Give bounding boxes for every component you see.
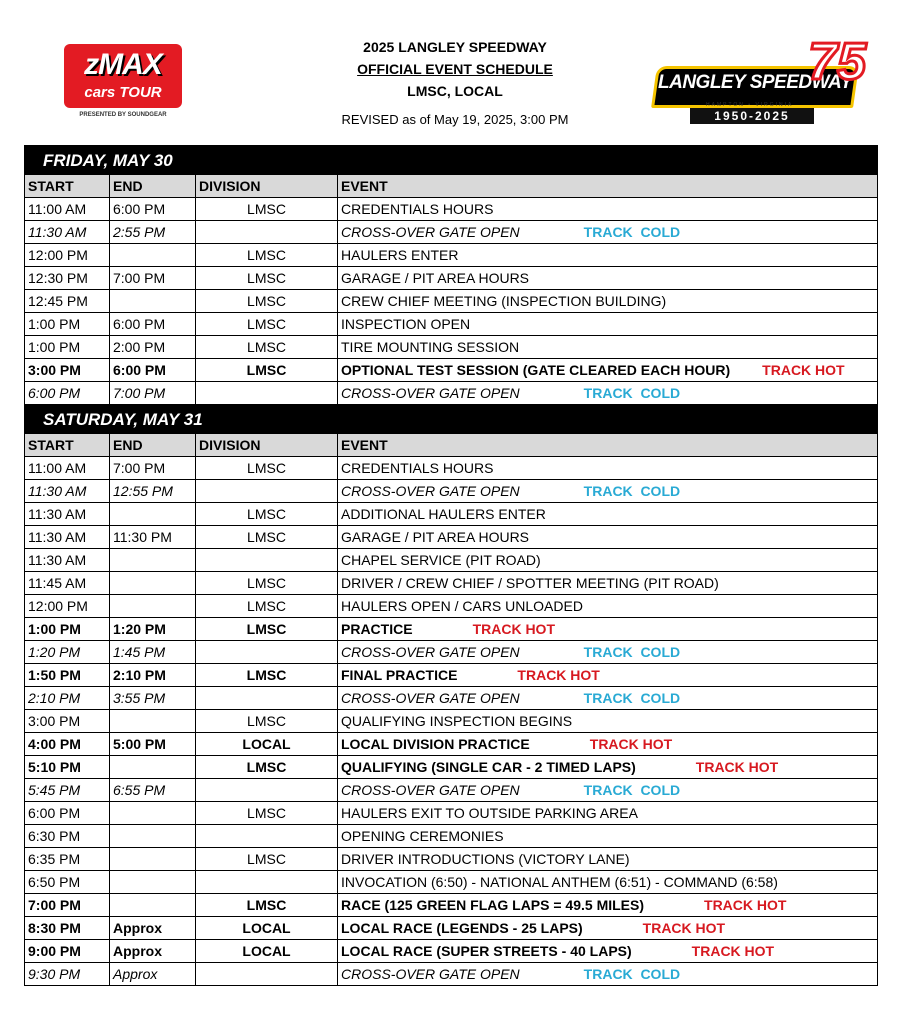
end-time: Approx (110, 917, 196, 940)
end-time (110, 756, 196, 779)
event-name: GARAGE / PIT AREA HOURS (341, 528, 530, 545)
event-name: DRIVER INTRODUCTIONS (VICTORY LANE) (341, 850, 630, 867)
event-name: CHAPEL SERVICE (PIT ROAD) (341, 551, 541, 568)
schedule-row (25, 313, 878, 336)
division: LMSC (196, 359, 338, 382)
start-time: 1:50 PM (25, 664, 110, 687)
schedule-row (25, 917, 878, 940)
division: LMSC (196, 802, 338, 825)
division: LMSC (196, 756, 338, 779)
event-cell (338, 917, 878, 940)
event-cell (338, 457, 878, 480)
day-header (25, 405, 878, 434)
track-status-tag: TRACK COLD (583, 965, 681, 982)
division: LMSC (196, 198, 338, 221)
track-status-tag: TRACK COLD (583, 689, 681, 706)
schedule-row (25, 894, 878, 917)
event-cell (338, 198, 878, 221)
event-name: ADDITIONAL HAULERS ENTER (341, 505, 546, 522)
division: LMSC (196, 313, 338, 336)
start-time: 6:35 PM (25, 848, 110, 871)
day-label: SATURDAY, MAY 31 (25, 405, 878, 434)
division: LMSC (196, 618, 338, 641)
division: LMSC (196, 572, 338, 595)
event-cell (338, 618, 878, 641)
division: LMSC (196, 526, 338, 549)
track-status-tag: TRACK COLD (583, 223, 681, 240)
end-time: 6:55 PM (110, 779, 196, 802)
event-cell (338, 687, 878, 710)
end-time (110, 290, 196, 313)
division (196, 382, 338, 405)
start-time: 11:30 AM (25, 549, 110, 572)
document-header (250, 36, 660, 127)
division-list: LMSC, LOCAL (407, 83, 503, 99)
start-time: 9:00 PM (25, 940, 110, 963)
end-time (110, 549, 196, 572)
schedule-row (25, 267, 878, 290)
start-time: 6:00 PM (25, 382, 110, 405)
start-time: 6:30 PM (25, 825, 110, 848)
event-cell (338, 503, 878, 526)
track-status-tag: TRACK COLD (583, 384, 681, 401)
track-status-tag: TRACK COLD (583, 482, 681, 499)
end-time: Approx (110, 940, 196, 963)
event-name: CREW CHIEF MEETING (INSPECTION BUILDING) (341, 292, 667, 309)
schedule-row (25, 336, 878, 359)
day-label: FRIDAY, MAY 30 (25, 146, 878, 175)
start-time: 4:00 PM (25, 733, 110, 756)
track-status-tag: TRACK HOT (517, 666, 600, 683)
event-name: CROSS-OVER GATE OPEN (341, 781, 520, 798)
start-time: 12:45 PM (25, 290, 110, 313)
division (196, 871, 338, 894)
division (196, 779, 338, 802)
event-name: CROSS-OVER GATE OPEN (341, 643, 520, 660)
end-time: 7:00 PM (110, 382, 196, 405)
start-time: 9:30 PM (25, 963, 110, 986)
end-time (110, 572, 196, 595)
event-name: INSPECTION OPEN (341, 315, 471, 332)
end-time: 7:00 PM (110, 267, 196, 290)
event-name: CREDENTIALS HOURS (341, 200, 494, 217)
track-status-tag: TRACK HOT (704, 896, 787, 913)
event-name: LOCAL RACE (SUPER STREETS - 40 LAPS) (341, 942, 632, 959)
page-title: 2025 LANGLEY SPEEDWAY (363, 39, 547, 55)
event-cell (338, 664, 878, 687)
event-name: HAULERS OPEN / CARS UNLOADED (341, 597, 583, 614)
event-cell (338, 313, 878, 336)
schedule-row (25, 480, 878, 503)
event-cell (338, 963, 878, 986)
event-cell (338, 526, 878, 549)
schedule-row (25, 359, 878, 382)
division (196, 641, 338, 664)
end-time: 11:30 PM (110, 526, 196, 549)
zmax-cars-tour-logo (64, 44, 182, 126)
event-column-header: EVENT (338, 175, 878, 198)
start-time: 1:00 PM (25, 313, 110, 336)
event-cell (338, 359, 878, 382)
schedule-row (25, 756, 878, 779)
start-time: 6:00 PM (25, 802, 110, 825)
event-cell (338, 733, 878, 756)
division: LMSC (196, 710, 338, 733)
schedule-row (25, 457, 878, 480)
revision-note: REVISED as of May 19, 2025, 3:00 PM (341, 112, 569, 127)
track-status-tag: TRACK HOT (691, 942, 775, 959)
track-status-tag: TRACK HOT (762, 361, 845, 378)
schedule-row (25, 526, 878, 549)
start-time: 11:45 AM (25, 572, 110, 595)
event-cell (338, 802, 878, 825)
schedule-row (25, 710, 878, 733)
event-name: OPTIONAL TEST SESSION (GATE CLEARED EACH HOUR) (341, 361, 731, 378)
end-column-header: END (110, 434, 196, 457)
start-time: 2:10 PM (25, 687, 110, 710)
column-header-row (25, 175, 878, 198)
end-time: 5:00 PM (110, 733, 196, 756)
track-status-tag: TRACK HOT (695, 758, 779, 775)
schedule-row (25, 963, 878, 986)
event-name: QUALIFYING (SINGLE CAR - 2 TIMED LAPS) (341, 758, 636, 775)
end-time (110, 710, 196, 733)
event-cell (338, 549, 878, 572)
event-name: GARAGE / PIT AREA HOURS (341, 269, 530, 286)
event-cell (338, 779, 878, 802)
end-time: 2:55 PM (110, 221, 196, 244)
page-subtitle: OFFICIAL EVENT SCHEDULE (357, 61, 553, 77)
division-column-header: DIVISION (196, 434, 338, 457)
track-status-tag: TRACK HOT (472, 620, 555, 637)
event-cell (338, 641, 878, 664)
start-time: 5:45 PM (25, 779, 110, 802)
division (196, 963, 338, 986)
start-time: 5:10 PM (25, 756, 110, 779)
langley-speedway-logo (650, 33, 870, 128)
start-column-header: START (25, 175, 110, 198)
schedule-row (25, 641, 878, 664)
schedule-row (25, 687, 878, 710)
event-name: INVOCATION (6:50) - NATIONAL ANTHEM (6:51) - COMMAND (6:58) (341, 873, 778, 890)
schedule-row (25, 802, 878, 825)
start-time: 11:00 AM (25, 198, 110, 221)
event-cell (338, 848, 878, 871)
schedule-row (25, 871, 878, 894)
start-time: 12:30 PM (25, 267, 110, 290)
division: LOCAL (196, 733, 338, 756)
start-time: 11:00 AM (25, 457, 110, 480)
schedule-row (25, 572, 878, 595)
schedule-row (25, 779, 878, 802)
schedule-row (25, 825, 878, 848)
division: LMSC (196, 894, 338, 917)
event-name: CROSS-OVER GATE OPEN (341, 223, 520, 240)
event-name: CROSS-OVER GATE OPEN (341, 482, 520, 499)
event-cell (338, 382, 878, 405)
division: LMSC (196, 595, 338, 618)
track-status-tag: TRACK HOT (589, 735, 673, 752)
column-header-row (25, 434, 878, 457)
division-column-header: DIVISION (196, 175, 338, 198)
event-name: HAULERS ENTER (341, 246, 459, 263)
schedule-row (25, 290, 878, 313)
schedule-row (25, 664, 878, 687)
start-time: 1:20 PM (25, 641, 110, 664)
end-time: 6:00 PM (110, 198, 196, 221)
schedule-row (25, 940, 878, 963)
start-time: 11:30 AM (25, 480, 110, 503)
start-time: 3:00 PM (25, 710, 110, 733)
end-time (110, 825, 196, 848)
schedule-body (25, 146, 878, 986)
division: LMSC (196, 290, 338, 313)
event-name: LOCAL DIVISION PRACTICE (341, 735, 530, 752)
division: LMSC (196, 336, 338, 359)
division: LOCAL (196, 917, 338, 940)
logo-tour: cars TOUR (84, 84, 162, 101)
end-time: 6:00 PM (110, 359, 196, 382)
logo-years: 1950-2025 (690, 108, 814, 124)
division (196, 549, 338, 572)
schedule-row (25, 382, 878, 405)
event-name: CROSS-OVER GATE OPEN (341, 965, 520, 982)
start-column-header: START (25, 434, 110, 457)
event-name: CROSS-OVER GATE OPEN (341, 384, 520, 401)
event-cell (338, 710, 878, 733)
event-name: OPENING CEREMONIES (341, 827, 504, 844)
schedule-row (25, 244, 878, 267)
event-name: RACE (125 GREEN FLAG LAPS = 49.5 MILES) (341, 896, 645, 913)
start-time: 1:00 PM (25, 336, 110, 359)
end-time: 7:00 PM (110, 457, 196, 480)
track-status-tag: TRACK COLD (583, 643, 681, 660)
logo-location: HAMPTON • VIRGINIA (706, 102, 794, 108)
end-time: 6:00 PM (110, 313, 196, 336)
event-name: CREDENTIALS HOURS (341, 459, 494, 476)
logo-anniversary: 75 (808, 33, 866, 91)
event-cell (338, 871, 878, 894)
end-time: 1:20 PM (110, 618, 196, 641)
event-name: QUALIFYING INSPECTION BEGINS (341, 712, 573, 729)
event-cell (338, 825, 878, 848)
start-time: 6:50 PM (25, 871, 110, 894)
division: LMSC (196, 244, 338, 267)
division: LMSC (196, 267, 338, 290)
schedule-row (25, 618, 878, 641)
event-cell (338, 595, 878, 618)
start-time: 12:00 PM (25, 595, 110, 618)
division: LMSC (196, 503, 338, 526)
event-name: TIRE MOUNTING SESSION (341, 338, 520, 355)
event-cell (338, 290, 878, 313)
end-time: 2:00 PM (110, 336, 196, 359)
event-name: DRIVER / CREW CHIEF / SPOTTER MEETING (PIT ROAD) (341, 574, 719, 591)
end-time (110, 894, 196, 917)
event-name: PRACTICE (341, 620, 413, 637)
division (196, 221, 338, 244)
start-time: 8:30 PM (25, 917, 110, 940)
schedule-row (25, 549, 878, 572)
schedule-row (25, 848, 878, 871)
event-cell (338, 480, 878, 503)
start-time: 1:00 PM (25, 618, 110, 641)
track-status-tag: TRACK COLD (583, 781, 681, 798)
division: LMSC (196, 457, 338, 480)
schedule-row (25, 503, 878, 526)
event-cell (338, 572, 878, 595)
event-cell (338, 940, 878, 963)
logo-presented: PRESENTED BY SOUNDGEAR (79, 112, 167, 118)
end-time (110, 871, 196, 894)
event-cell (338, 267, 878, 290)
end-time: 12:55 PM (110, 480, 196, 503)
track-status-tag: TRACK HOT (642, 919, 726, 936)
event-name: CROSS-OVER GATE OPEN (341, 689, 520, 706)
event-name: FINAL PRACTICE (341, 666, 458, 683)
event-cell (338, 336, 878, 359)
event-name: HAULERS EXIT TO OUTSIDE PARKING AREA (341, 804, 638, 821)
start-time: 11:30 AM (25, 503, 110, 526)
schedule-row (25, 198, 878, 221)
end-time (110, 802, 196, 825)
end-time: 1:45 PM (110, 641, 196, 664)
end-time (110, 244, 196, 267)
division: LMSC (196, 848, 338, 871)
division: LMSC (196, 664, 338, 687)
event-name: LOCAL RACE (LEGENDS - 25 LAPS) (341, 919, 583, 936)
day-header (25, 146, 878, 175)
end-time: 2:10 PM (110, 664, 196, 687)
start-time: 11:30 AM (25, 221, 110, 244)
division (196, 825, 338, 848)
end-time (110, 595, 196, 618)
start-time: 11:30 AM (25, 526, 110, 549)
end-time (110, 503, 196, 526)
end-column-header: END (110, 175, 196, 198)
end-time: Approx (110, 963, 196, 986)
event-cell (338, 756, 878, 779)
logo-brand: zMAX (84, 48, 162, 81)
event-cell (338, 221, 878, 244)
end-time: 3:55 PM (110, 687, 196, 710)
event-column-header: EVENT (338, 434, 878, 457)
division: LOCAL (196, 940, 338, 963)
schedule-row (25, 595, 878, 618)
event-cell (338, 244, 878, 267)
start-time: 7:00 PM (25, 894, 110, 917)
division (196, 480, 338, 503)
schedule-table (24, 145, 878, 986)
schedule-row (25, 733, 878, 756)
end-time (110, 848, 196, 871)
division (196, 687, 338, 710)
event-cell (338, 894, 878, 917)
schedule-row (25, 221, 878, 244)
start-time: 3:00 PM (25, 359, 110, 382)
logo-name: LANGLEY SPEEDWAY (658, 72, 852, 93)
start-time: 12:00 PM (25, 244, 110, 267)
